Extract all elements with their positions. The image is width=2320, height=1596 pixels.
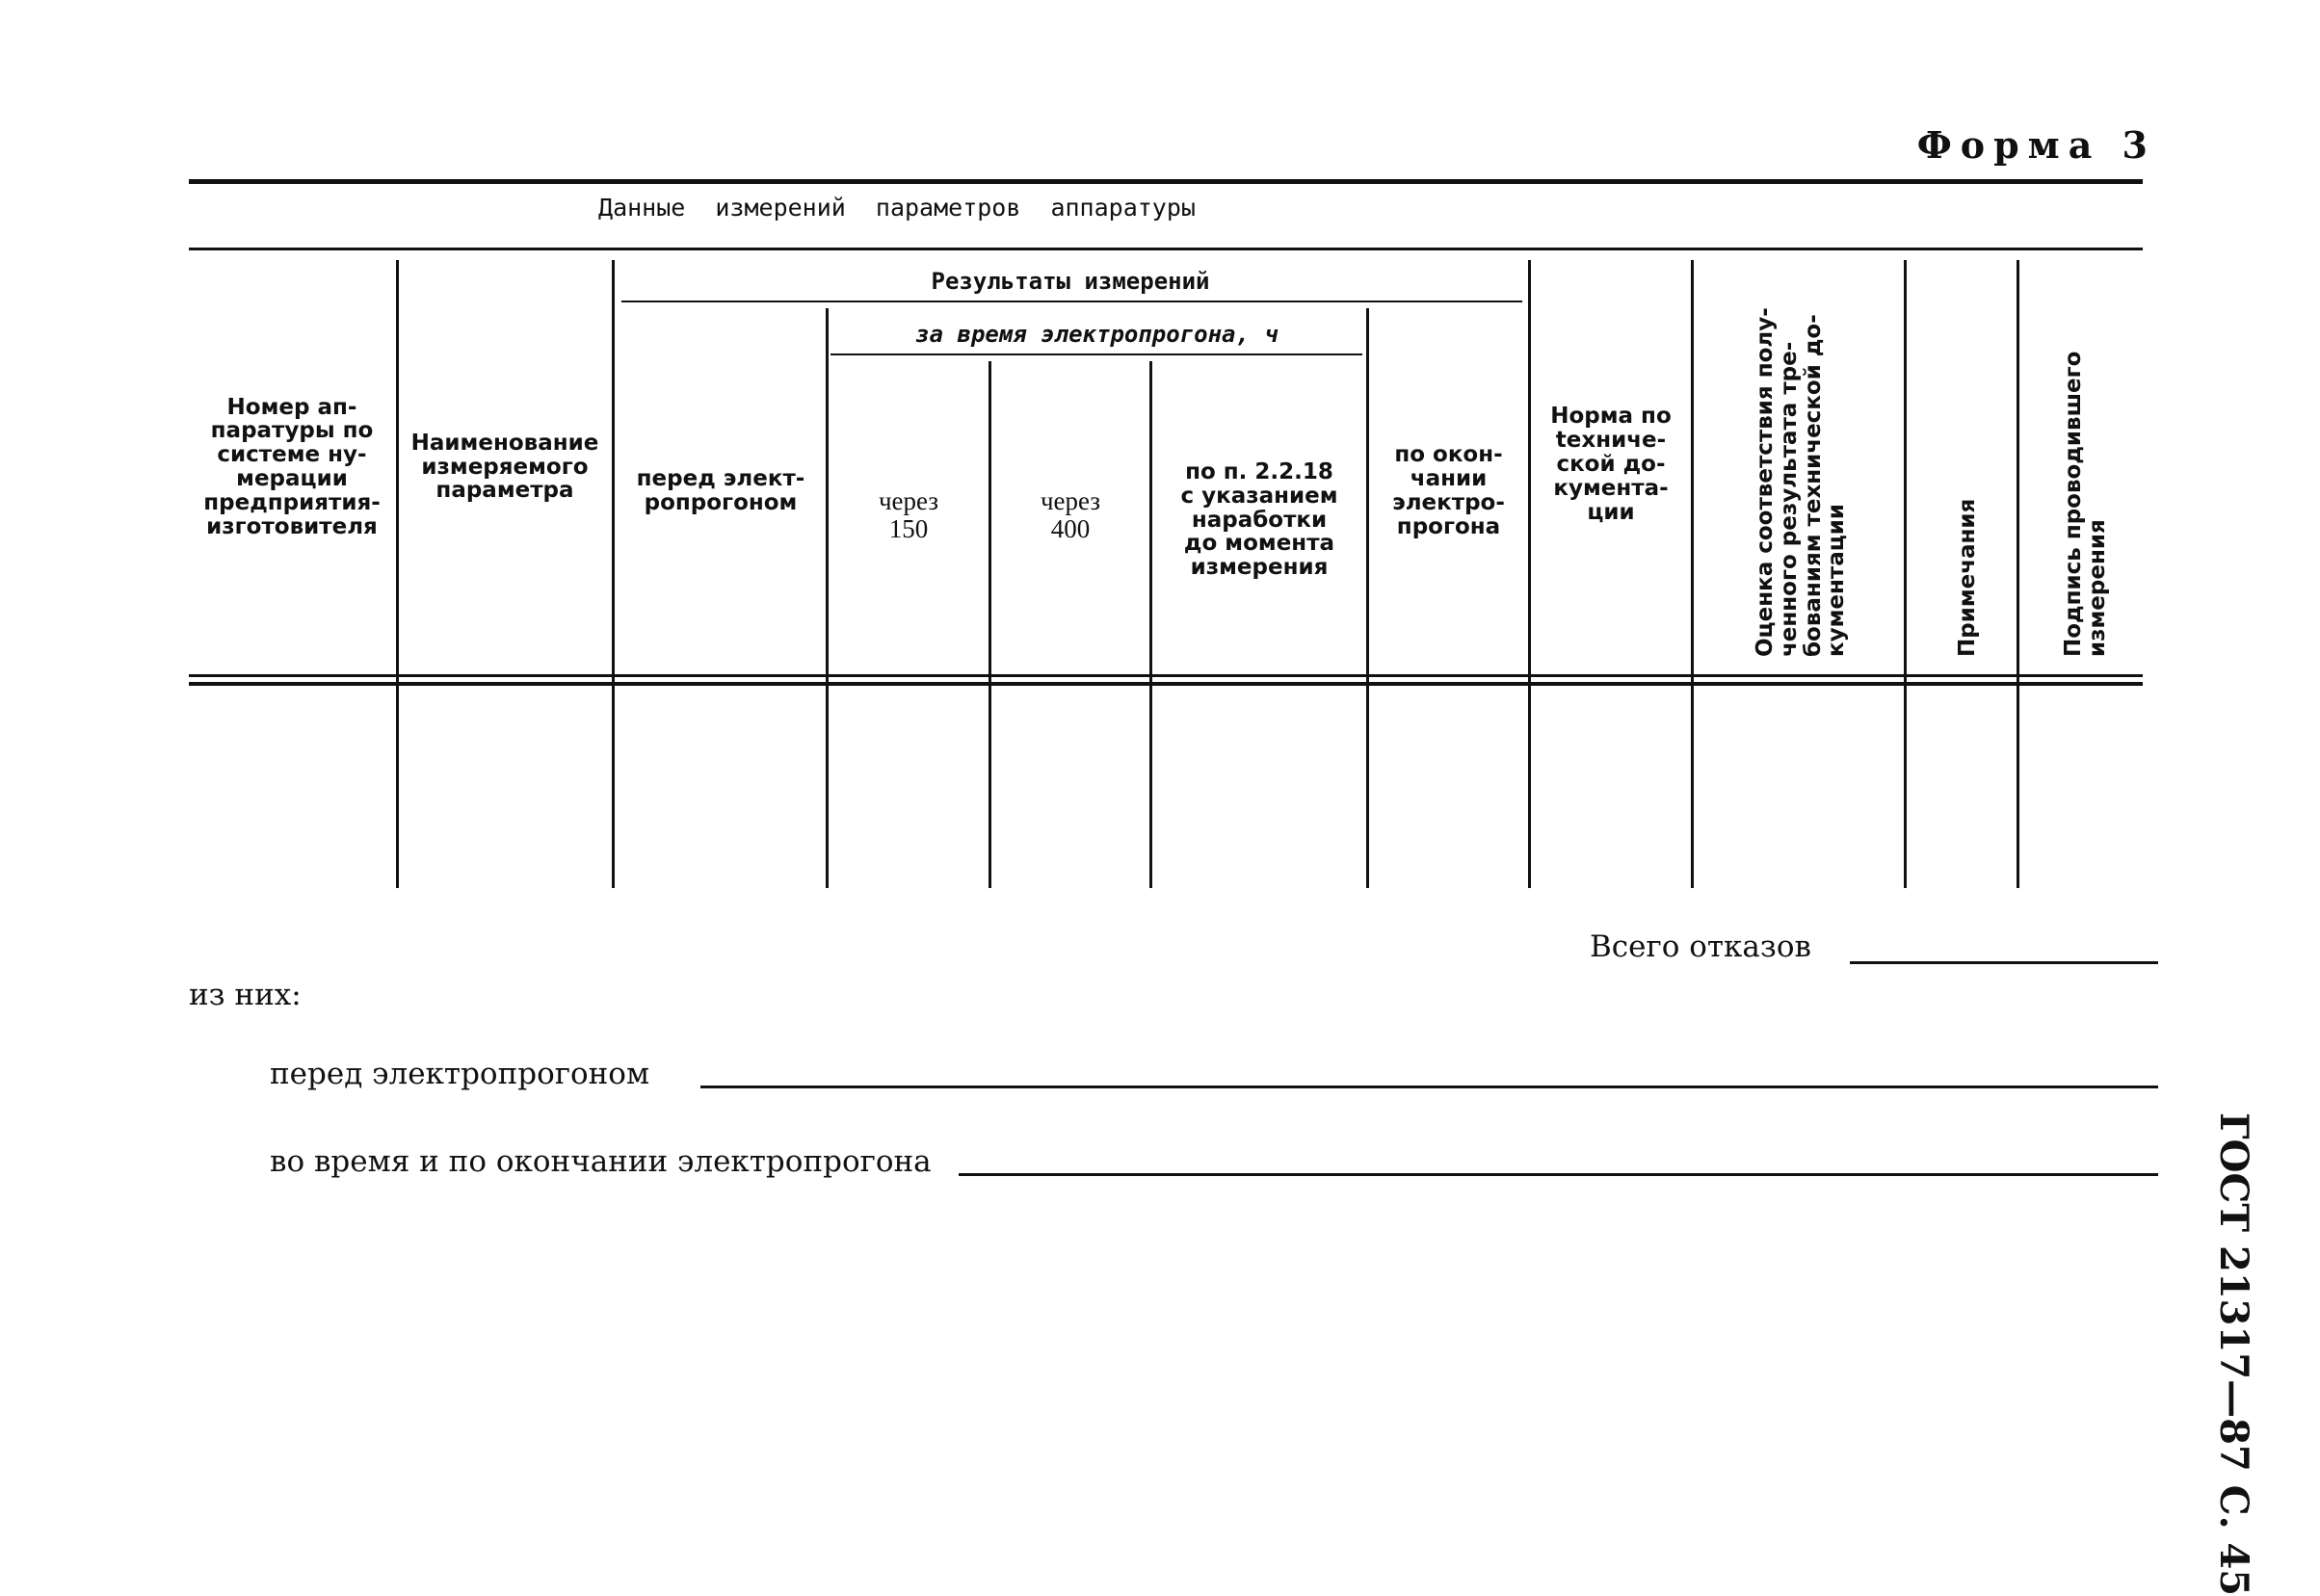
table-vline — [396, 260, 399, 888]
table-vline — [1528, 260, 1531, 888]
side-stamp-text: ГОСТ 21317—87 С. 45 — [2211, 1112, 2256, 1596]
during-subgroup-rule — [830, 353, 1362, 355]
header-bottom-rule — [189, 674, 2143, 677]
table-vline — [826, 308, 829, 888]
header-signature: Подпись проводившего измерения — [2061, 351, 2110, 657]
header-before-burnin: перед элект- ропрогоном — [636, 466, 805, 515]
header-after-400: через 400 — [1040, 485, 1101, 543]
before-burnin-label: перед электропрогоном — [270, 1057, 650, 1091]
caption-underline — [189, 248, 2143, 250]
header-end-burnin: по окон- чании электро- прогона — [1392, 442, 1505, 539]
header-assessment: Оценка соответствия полу- ченного результата тре- бованиям технической до- кументации — [1753, 307, 1850, 657]
table-vline — [612, 260, 615, 888]
header-during-subgroup: за время электропрогона, ч — [915, 321, 1278, 349]
header-notes: Примечания — [1955, 498, 1980, 657]
table-vline — [1904, 260, 1907, 888]
total-failures-line[interactable] — [1850, 961, 2158, 964]
header-per-clause: по п. 2.2.18 с указанием наработки до момента измерения — [1180, 458, 1338, 581]
during-after-burnin-label: во время и по окончании электропрогона — [270, 1144, 932, 1179]
header-device-number: Номер ап- паратуры по системе ну- мерации предприятия- изготовителя — [203, 394, 381, 539]
header-after-150: через 150 — [878, 485, 939, 543]
header-norm: Норма по tехниче- ской до- кумента- ции — [1550, 404, 1672, 525]
of-them-label: из них: — [189, 978, 302, 1012]
before-burnin-line[interactable] — [700, 1086, 2158, 1088]
form-label: Форма 3 — [1916, 123, 2156, 167]
header-results-group: Результаты измерений — [931, 268, 1210, 296]
header-bottom-rule — [189, 682, 2143, 686]
caption: Данные измерений параметров аппаратуры — [598, 194, 1196, 222]
top-double-rule — [189, 179, 2143, 184]
table-vline — [1149, 361, 1152, 888]
total-failures-label: Всего отказов — [1590, 929, 1811, 964]
table-vline — [989, 361, 991, 888]
side-stamp — [2208, 1112, 2266, 1596]
table-vline — [1366, 308, 1369, 888]
during-after-burnin-line[interactable] — [959, 1173, 2158, 1176]
table-vline — [2017, 260, 2019, 888]
results-group-rule — [621, 301, 1522, 302]
header-parameter-name: Наименование измеряемого параметра — [410, 430, 599, 504]
table-vline — [1691, 260, 1694, 888]
